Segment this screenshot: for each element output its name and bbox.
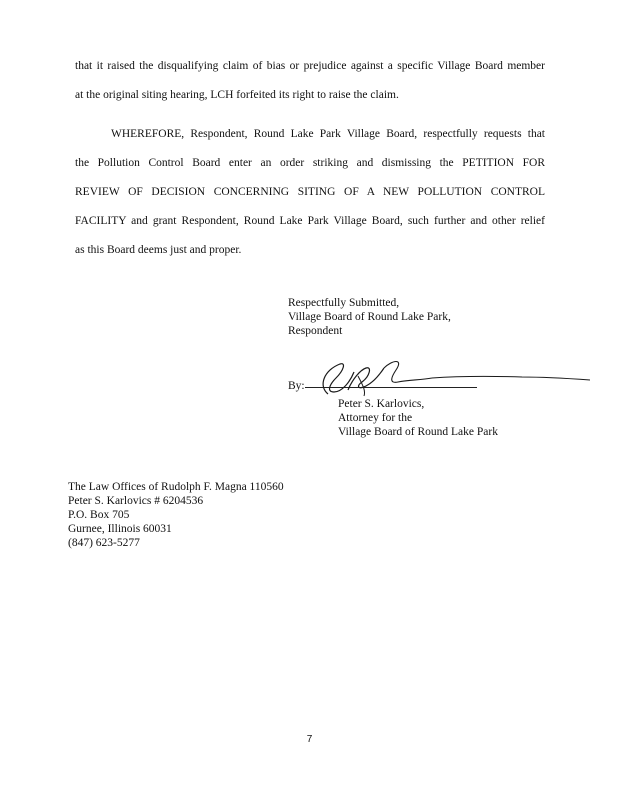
firm-name: The Law Offices of Rudolph F. Magna 110560 <box>68 481 284 493</box>
body-p2-line4: FACILITY and grant Respondent, Round Lake Park Village Board, such further and other relief <box>75 215 545 227</box>
signer-name: Peter S. Karlovics, <box>338 398 425 410</box>
firm-city: Gurnee, Illinois 60031 <box>68 523 172 535</box>
body-p2-line5: as this Board deems just and proper. <box>75 244 242 256</box>
body-p1-line1: that it raised the disqualifying claim of bias or prejudice against a specific Village Board member <box>75 60 545 72</box>
body-p2-line3: REVIEW OF DECISION CONCERNING SITING OF A NEW POLLUTION CONTROL <box>75 186 545 198</box>
closing-line2: Village Board of Round Lake Park, <box>288 311 451 323</box>
signer-role: Attorney for the <box>338 412 413 424</box>
page-number: 7 <box>306 734 313 745</box>
body-p1-line2: at the original siting hearing, LCH forfeited its right to raise the claim. <box>75 89 399 101</box>
body-p2-line1: WHEREFORE, Respondent, Round Lake Park Village Board, respectfully requests that <box>111 128 545 140</box>
firm-pobox: P.O. Box 705 <box>68 509 130 521</box>
firm-attorney: Peter S. Karlovics # 6204536 <box>68 495 204 507</box>
by-label: By: <box>288 380 305 392</box>
closing-line1: Respectfully Submitted, <box>288 297 400 309</box>
firm-phone: (847) 623-5277 <box>68 537 140 549</box>
signer-org: Village Board of Round Lake Park <box>338 426 498 438</box>
body-p2-line2: the Pollution Control Board enter an order striking and dismissing the PETITION FOR <box>75 157 545 169</box>
closing-line3: Respondent <box>288 325 343 337</box>
handwritten-signature <box>300 356 600 402</box>
